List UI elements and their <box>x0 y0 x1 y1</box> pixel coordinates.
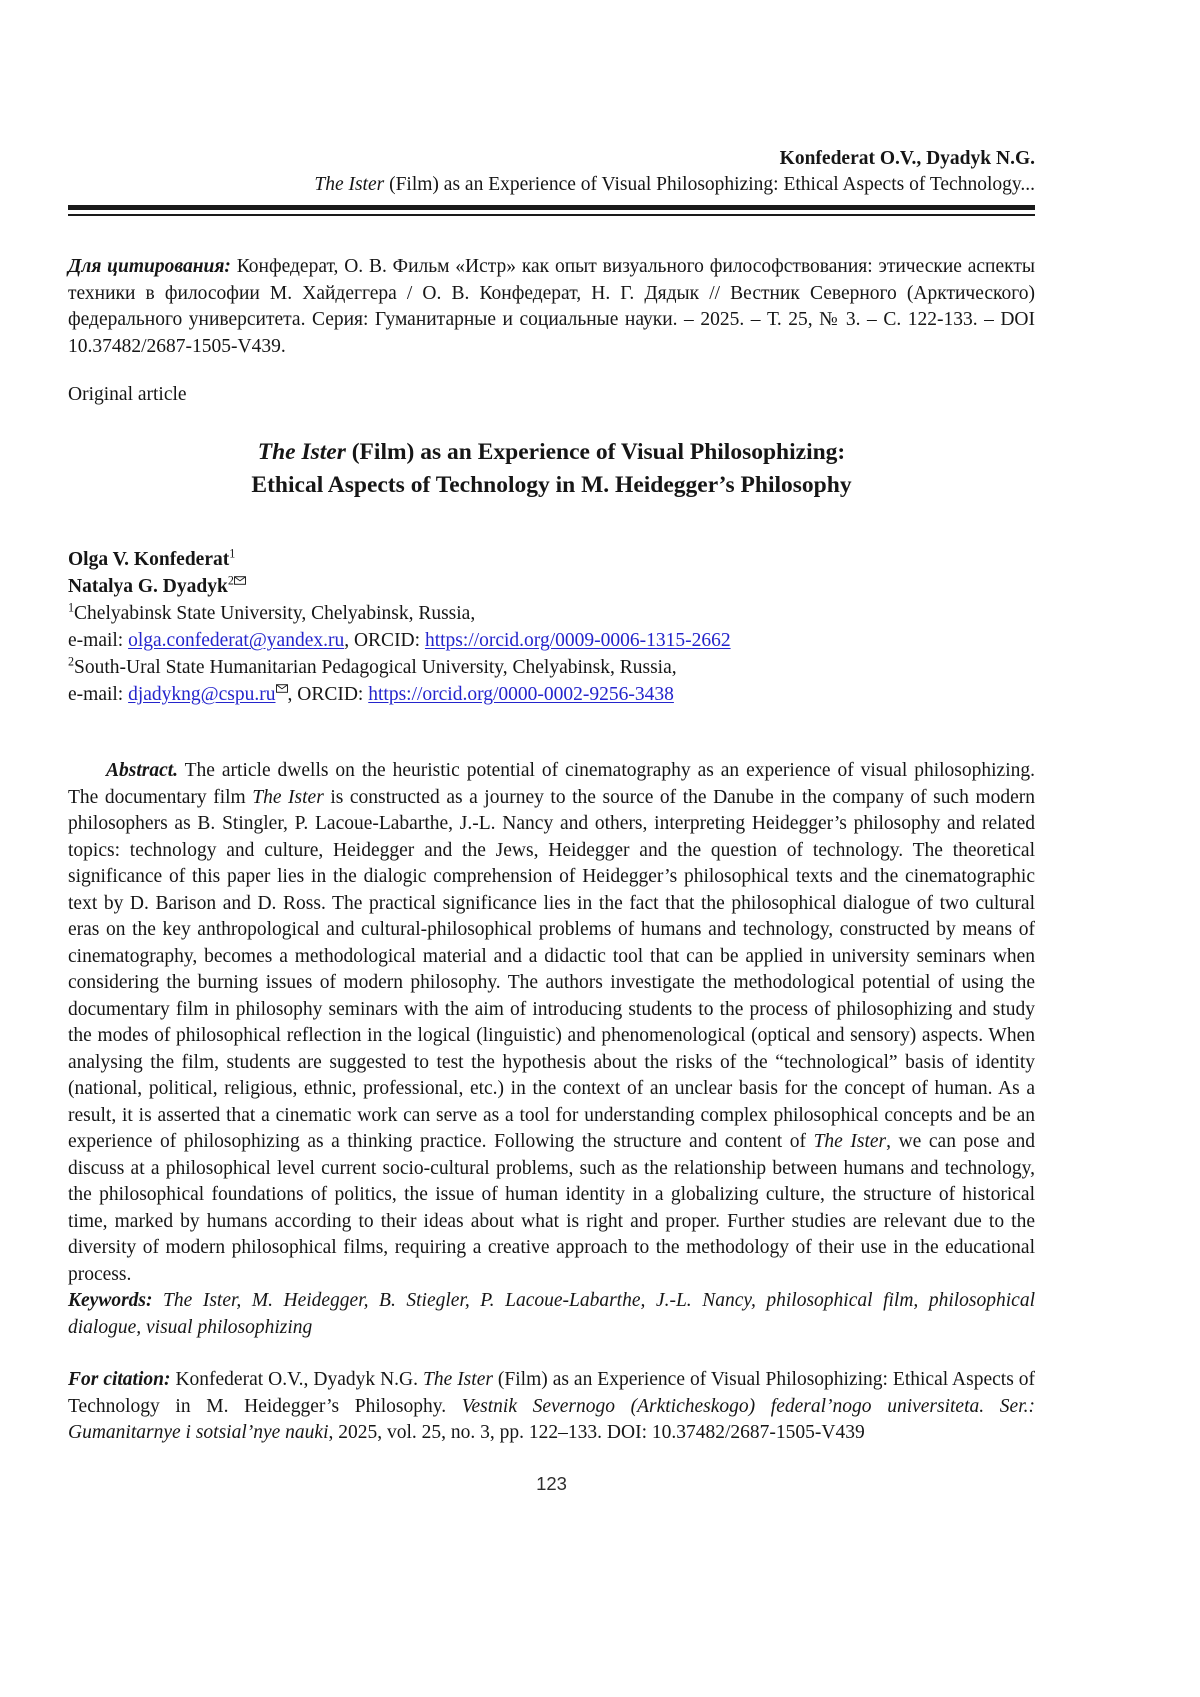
article-title-line2: Ethical Aspects of Technology in M. Heidegger’s Philosophy <box>251 472 852 498</box>
running-head-film-title: The Ister <box>314 174 385 195</box>
article-type: Original article <box>68 384 187 405</box>
abstract-text-3: , we can pose and discuss at a philosophical level current socio-cultural problems, such as the relationship between humans and technology, the philosophical foundations of politics, the issue of human identity in a globalizing culture, the structure of historical time, marked by humans according to their ideas about what is right and proper. Further studies are relevant due to the diversity of modern philosophical films, requiring a creative approach to the methodology of their use in the educational process. <box>68 1131 1036 1285</box>
author1-name: Olga V. Konfederat <box>68 549 230 570</box>
header-double-rule <box>68 205 1035 216</box>
abstract-label: Abstract. <box>106 760 179 781</box>
abstract-text-1: The article dwells on the heuristic potential of cinematography as an experience of visual philosophizing. The documentary film <box>68 760 1035 808</box>
for-citation-journal: Vestnik Severnogo (Arkticheskogo) federal’nogo universiteta. Ser.: Gumanitarnye i sotsial’nye nauki <box>68 1395 1035 1443</box>
author1-affiliation-ref: 1 <box>229 546 236 561</box>
page-content <box>68 0 1035 1495</box>
running-head-authors: Konfederat O.V., Dyadyk N.G. <box>779 148 1035 169</box>
citation-ru-label: Для цитирования: <box>68 256 237 277</box>
affiliation-1-contact <box>68 627 1035 654</box>
author-2 <box>68 573 1035 600</box>
author1-orcid-link[interactable]: https://orcid.org/0009-0006-1315-2662 <box>424 630 731 651</box>
running-head-title <box>68 172 1035 198</box>
article-title-line1 <box>68 436 1035 469</box>
authors-block <box>68 546 1035 708</box>
author2-name: Natalya G. Dyadyk <box>68 576 228 597</box>
author1-email-link[interactable]: olga.confederat@yandex.ru <box>128 630 345 651</box>
for-citation-label: For citation: <box>68 1369 176 1390</box>
email-label: e-mail: <box>68 630 129 651</box>
author-1 <box>68 546 1035 573</box>
affiliation-2-contact <box>68 681 1035 708</box>
author2-orcid-link[interactable]: https://orcid.org/0000-0002-9256-3438 <box>368 684 674 705</box>
page-number: 123 <box>536 1472 567 1494</box>
running-head <box>68 146 1035 198</box>
author2-affiliation-ref: 2 <box>227 573 234 588</box>
citation-ru-text: Конфедерат, О. В. Фильм «Истр» как опыт визуального философствования: этические аспекты техники в философии М. Хайдеггера / О. В. Конфедерат, Н. Г. Дядык // Вестник Северного (Арктического) федерального университета. Серия: Гуманитарные и социальные науки. – 2025. – Т. 25, № 3. – С. 122-133. – DOI 10.37482/2687-1505-V439. <box>68 256 1035 357</box>
corresponding-email-envelope-icon <box>276 682 288 696</box>
affil1-text: Chelyabinsk State University, Chelyabinsk, Russia, <box>74 603 476 624</box>
corresponding-author-envelope-icon <box>234 574 246 588</box>
keywords-label: Keywords: <box>68 1290 153 1311</box>
keywords <box>68 1288 1035 1341</box>
affiliation-1 <box>68 600 1035 627</box>
for-citation <box>68 1367 1035 1447</box>
citation-ru <box>68 254 1035 360</box>
for-citation-film-title: The Ister <box>422 1369 493 1390</box>
abstract <box>68 758 1035 1288</box>
author2-email-link[interactable]: djadykng@cspu.ru <box>128 684 276 705</box>
for-citation-article-title: (Film) as an Experience of Visual Philosophizing: Ethical Aspects of Technology in M. Heidegger’s Philosophy. <box>68 1369 1035 1417</box>
orcid-label: , ORCID: <box>344 630 425 651</box>
affil1-ref: 1 <box>68 600 75 615</box>
affil2-ref: 2 <box>68 654 75 669</box>
article-title <box>68 436 1035 502</box>
for-citation-details: , 2025, vol. 25, no. 3, pp. 122–133. DOI: 10.37482/2687-1505-V439 <box>328 1422 865 1443</box>
running-head-title-rest: (Film) as an Experience of Visual Philosophizing: Ethical Aspects of Technology... <box>384 174 1035 195</box>
title-film-name: The Ister <box>257 439 346 465</box>
title-line1-rest: (Film) as an Experience of Visual Philosophizing: <box>345 439 846 465</box>
orcid-label: , ORCID: <box>287 684 369 705</box>
abstract-text-2: is constructed as a journey to the source of the Danube in the company of such modern philosophers as B. Stingler, P. Lacoue-Labarthe, J.-L. Nancy and others, interpreting Heidegger’s philosophy and related topics: technology and culture, Heidegger and the Jews, Heidegger and the question of technology. The theoretical significance of this paper lies in the dialogic comprehension of Heidegger’s philosophical texts and the cinematographic text by D. Barison and D. Ross. The practical significance lies in the fact that the philosophical dialogue of two cultural eras on the key anthropological and cultural-philosophical problems of humans and technology, constructed by means of cinematography, becomes a methodological material and a didactic tool that can be applied in university seminars when considering the burning issues of modern philosophy. The authors investigate the methodological potential of using the documentary film in philosophy seminars with the aim of introducing students to the process of philosophizing and study the modes of philosophical reflection in the logical (linguistic) and phenomenological (optical and sensory) aspects. When analysing the film, students are suggested to test the hypothesis about the risks of the “technological” basis of identity (national, political, religious, ethnic, professional, etc.) in the context of an unclear basis for the concept of human. As a result, it is asserted that a cinematic work can serve as a tool for understanding complex philosophical concepts and be an experience of philosophizing as a thinking practice. Following the structure and content of <box>68 786 1036 1152</box>
affiliation-2 <box>68 654 1035 681</box>
keywords-list: The Ister, M. Heidegger, B. Stiegler, P. Lacoue-Labarthe, J.-L. Nancy, philosophical film, philosophical dialogue, visual philosophizing <box>68 1290 1035 1338</box>
abstract-film-title-1: The Ister <box>252 786 324 808</box>
abstract-film-title-2: The Ister <box>813 1131 887 1152</box>
email-label: e-mail: <box>68 684 129 705</box>
affil2-text: South-Ural State Humanitarian Pedagogical University, Chelyabinsk, Russia, <box>74 657 677 678</box>
for-citation-authors: Konfederat O.V., Dyadyk N.G. <box>175 1369 423 1390</box>
